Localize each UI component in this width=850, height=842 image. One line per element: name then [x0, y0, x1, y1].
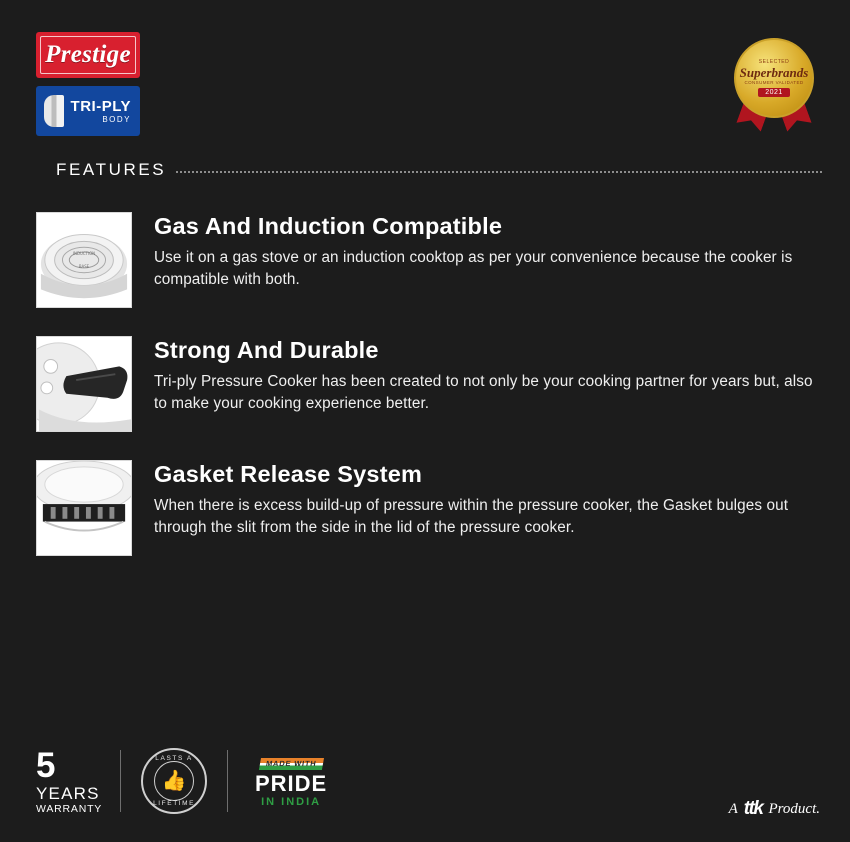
prestige-logo — [36, 32, 140, 78]
ttk-prefix: A — [728, 800, 738, 817]
warranty-label: WARRANTY — [36, 802, 103, 815]
feature-text — [154, 212, 819, 308]
lasts-bottom-label: LIFETIME — [153, 800, 196, 807]
lasts-a-lifetime-badge — [141, 748, 207, 814]
warranty-number: 5 — [36, 745, 56, 785]
seal-top-text: SELECTED — [758, 58, 790, 65]
pride-in-india-label: IN INDIA — [261, 796, 322, 808]
feature-text — [154, 460, 819, 556]
footer-badges — [36, 746, 334, 816]
seal-disc — [734, 38, 814, 118]
ttk-product-credit — [729, 798, 820, 820]
feature-description: When there is excess build-up of pressure within the pressure cooker, the Gasket bulges out through the slit from the side in the lid of the pressure cooker. — [154, 496, 789, 536]
features-heading-label: FEATURES — [56, 160, 167, 179]
seal-sub-text: CONSUMER VALIDATED — [744, 80, 804, 86]
warranty-badge — [36, 745, 120, 815]
ttk-logo: ttk — [743, 798, 763, 819]
cooker-lid-gasket-slit-image — [36, 460, 132, 556]
superbrands-seal — [728, 38, 820, 130]
footer-divider — [120, 750, 121, 812]
feature-item — [36, 336, 820, 432]
warranty-years: YEARS — [36, 783, 100, 803]
prestige-logo-text: Prestige — [45, 41, 131, 68]
feature-title: Strong And Durable — [154, 337, 379, 363]
footer-divider — [227, 750, 228, 812]
feature-text — [154, 336, 819, 432]
feature-title: Gas And Induction Compatible — [154, 213, 503, 239]
lasts-top-label: LASTS A — [155, 755, 193, 762]
tri-ply-layers-icon — [44, 95, 64, 127]
seal-year: 2021 — [758, 88, 790, 97]
feature-item — [36, 212, 820, 308]
feature-title: Gasket Release System — [154, 461, 423, 487]
seal-main-text: Superbrands — [739, 64, 809, 80]
brand-block — [36, 32, 140, 136]
features-list — [36, 212, 820, 584]
made-with-pride-badge — [248, 754, 334, 808]
tri-ply-badge — [36, 86, 140, 136]
feature-description: Use it on a gas stove or an induction cooktop as per your convenience because the cooker is compatible with both. — [154, 248, 793, 288]
thumbs-up-icon: 👍 — [154, 761, 194, 801]
svg-text:INDUCTION: INDUCTION — [72, 251, 96, 257]
features-heading-rule — [176, 171, 822, 173]
ttk-suffix: Product. — [768, 800, 820, 817]
pride-made-label: MADE WITH — [259, 758, 324, 770]
svg-text:BASE: BASE — [78, 263, 90, 269]
features-heading — [56, 160, 822, 180]
feature-item — [36, 460, 820, 556]
tri-ply-sublabel: BODY — [102, 114, 131, 124]
cooker-handle-closeup-image — [36, 336, 132, 432]
cooker-base-induction-plate-image — [36, 212, 132, 308]
tri-ply-label: TRI-PLY — [70, 97, 131, 115]
pride-main-label: PRIDE — [254, 771, 328, 796]
tri-ply-text — [71, 99, 131, 124]
feature-description: Tri-ply Pressure Cooker has been created to not only be your cooking partner for years but, also to make your cooking experience better. — [154, 372, 813, 412]
